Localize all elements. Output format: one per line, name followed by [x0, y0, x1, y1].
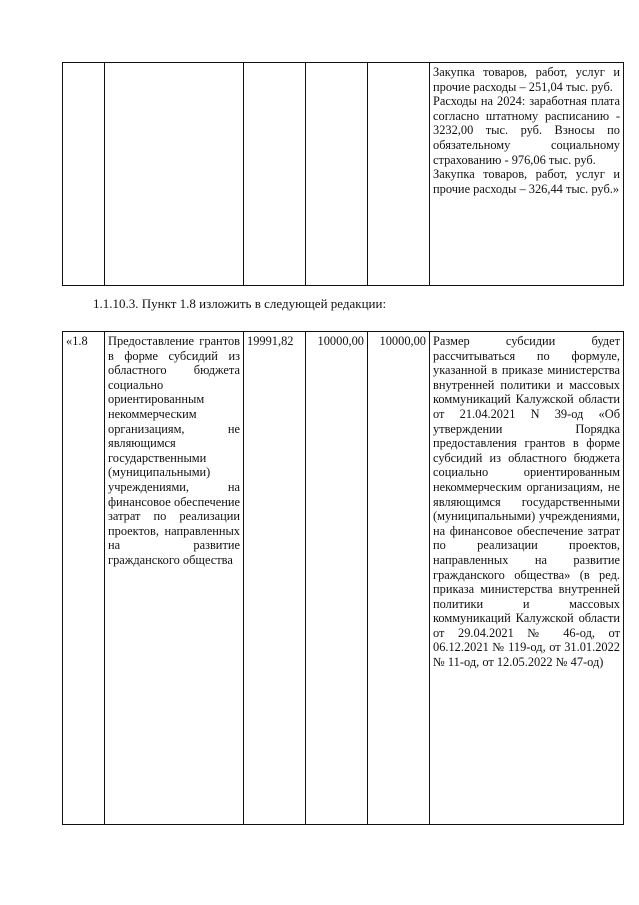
- item-value-3: 10000,00: [368, 332, 430, 825]
- continuation-table: [62, 62, 624, 286]
- main-table: [62, 331, 624, 825]
- table-cell-number: [63, 63, 105, 286]
- table-cell-value-1: [244, 63, 306, 286]
- section-heading: 1.1.10.3. Пункт 1.8 изложить в следующей редакции:: [93, 296, 387, 311]
- table-row: [63, 332, 624, 825]
- table-cell-value-2: [306, 63, 368, 286]
- item-note: Размер субсидии будет рассчитываться по формуле, указанной в приказе министерства внутренней политики и массовых коммуникаций Калужской области от 21.04.2021 N 39-од «Об утверждении Порядка предоставления грантов в форме субсидий из областного бюджета социально ориентированным некоммерческим организациям, не являющимся государственными (муниципальными) учреждениями, на финансовое обеспечение затрат по реализации проектов, направленных на развитие гражданского общества» (в ред. приказа министерства внутренней политики и массовых коммуникаций Калужской области от 29.04.2021 № 46-од, от 06.12.2021 № 119-од, от 31.01.2022 № 11-од, от 12.05.2022 № 47-од): [430, 332, 624, 825]
- item-name: Предоставление грантов в форме субсидий из областного бюджета социально ориентированным некоммерческим организациям, не являющимся государственными (муниципальными) учреждениями, на финансовое обеспечение затрат по реализации проектов, направленных на развитие гражданского общества: [105, 332, 244, 825]
- item-number: «1.8: [63, 332, 105, 825]
- table-cell-value-3: [368, 63, 430, 286]
- item-value-1: 19991,82: [244, 332, 306, 825]
- item-value-2: 10000,00: [306, 332, 368, 825]
- expenses-paragraph: Расходы на 2024: заработная плата согласно штатному расписанию - 3232,00 тыс. руб. Взносы по обязательному социальному страхованию - 976,06 тыс. руб.: [433, 94, 620, 167]
- table-cell-note: [430, 63, 624, 286]
- table-row: [63, 63, 624, 286]
- table-cell-name: [105, 63, 244, 286]
- expenses-paragraph: Закупка товаров, работ, услуг и прочие расходы – 251,04 тыс. руб.: [433, 65, 620, 94]
- expenses-paragraph: Закупка товаров, работ, услуг и прочие расходы – 326,44 тыс. руб.»: [433, 167, 620, 196]
